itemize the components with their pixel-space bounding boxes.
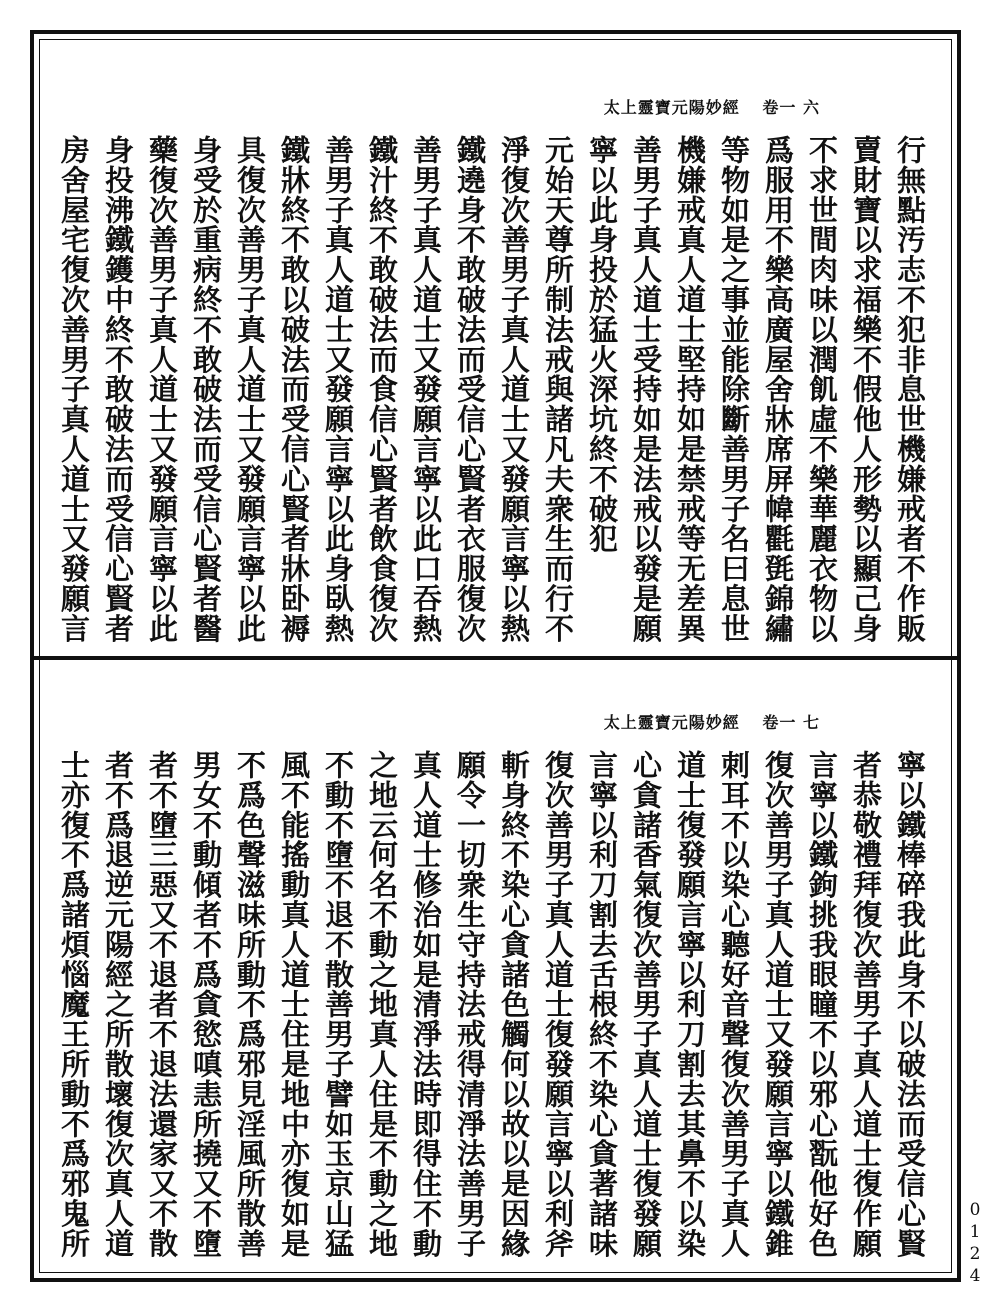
folio-number: 七 bbox=[802, 713, 820, 732]
text-column: 風不能搖動真人道士住是地中亦復如是 bbox=[277, 750, 311, 1259]
text-column: 不爲色聲滋味所動不爲邪見淫風所散善 bbox=[233, 750, 267, 1259]
volume-label: 卷一 bbox=[762, 713, 797, 732]
text-column: 刺耳不以染心聽好音聲復次善男子真人 bbox=[717, 750, 751, 1259]
text-column: 者不爲退逆元陽經之所散壞復次真人道 bbox=[101, 750, 135, 1259]
text-column: 復次善男子真人道士又發願言寧以鐵錐 bbox=[761, 750, 795, 1259]
text-column: 鐵遶身不敢破法而受信心賢者衣服復次 bbox=[453, 135, 487, 644]
text-column: 爲服用不樂高廣屋舍牀席屏幃氍㲪錦繡 bbox=[761, 135, 795, 644]
text-column: 身投沸鐵鑊中終不敢破法而受信心賢者 bbox=[101, 135, 135, 644]
text-column: 元始天尊所制法戒與諸凡夫衆生而行不 bbox=[541, 135, 575, 644]
running-head bbox=[604, 710, 820, 733]
text-column: 賣財寶以求福樂不假他人形勢以顯己身 bbox=[849, 135, 883, 644]
running-head bbox=[604, 95, 820, 118]
text-column: 言寧以鐵鉤挑我眼瞳不以邪心翫他好色 bbox=[805, 750, 839, 1259]
sutra-title: 太上靈寶元陽妙經 bbox=[603, 713, 740, 732]
text-column: 寧以此身投於猛火深坑終不破犯 bbox=[585, 135, 619, 554]
text-column: 男女不動傾者不爲貪慾嗔恚所撓又不墮 bbox=[189, 750, 223, 1259]
text-column: 不動不墮不退不散善男子譬如玉京山猛 bbox=[321, 750, 355, 1259]
text-column: 者恭敬禮拜復次善男子真人道士復作願 bbox=[849, 750, 883, 1259]
folio-bottom bbox=[50, 710, 930, 1270]
text-column: 淨復次善男子真人道士又發願言寧以熱 bbox=[497, 135, 531, 644]
text-column: 鐵汁終不敢破法而食信心賢者飲食復次 bbox=[365, 135, 399, 644]
folio-top bbox=[50, 95, 930, 644]
text-column: 士亦復不爲諸煩惱魔王所動不爲邪鬼所 bbox=[57, 750, 91, 1259]
text-column: 等物如是之事並能除斷善男子名曰息世 bbox=[717, 135, 751, 644]
folio-number: 六 bbox=[802, 98, 820, 117]
volume-label: 卷一 bbox=[762, 98, 797, 117]
text-column: 願令一切衆生守持法戒得清淨法善男子 bbox=[453, 750, 487, 1259]
text-column: 言寧以利刀割去舌根終不染心貪著諸味 bbox=[585, 750, 619, 1259]
text-column: 斬身終不染心貪諸色觸何以故以是因緣 bbox=[497, 750, 531, 1259]
text-columns bbox=[50, 135, 930, 644]
text-column: 心貪諸香氣復次善男子真人道士復發願 bbox=[629, 750, 663, 1259]
text-column: 鐵牀終不敢以破法而受信心賢者牀卧褥 bbox=[277, 135, 311, 644]
text-column: 寧以鐵棒碎我此身不以破法而受信心賢 bbox=[893, 750, 927, 1259]
text-columns bbox=[50, 750, 930, 1270]
side-page-number: 0124 bbox=[965, 1200, 985, 1288]
text-column: 之地云何名不動之地真人住是不動之地 bbox=[365, 750, 399, 1259]
text-column: 藥復次善男子真人道士又發願言寧以此 bbox=[145, 135, 179, 644]
sutra-title: 太上靈寶元陽妙經 bbox=[603, 98, 740, 117]
text-column: 不求世間肉味以潤飢虛不樂華麗衣物以 bbox=[805, 135, 839, 644]
text-column: 真人道士修治如是清淨法時即得住不動 bbox=[409, 750, 443, 1259]
text-column: 善男子真人道士又發願言寧以此身臥熱 bbox=[321, 135, 355, 644]
text-column: 身受於重病終不敢破法而受信心賢者醫 bbox=[189, 135, 223, 644]
text-column: 復次善男子真人道士復發願言寧以利斧 bbox=[541, 750, 575, 1259]
text-column: 道士復發願言寧以利刀割去其鼻不以染 bbox=[673, 750, 707, 1259]
text-column: 善男子真人道士受持如是法戒以發是願 bbox=[629, 135, 663, 644]
folio-divider bbox=[30, 656, 961, 660]
text-column: 善男子真人道士又發願言寧以此口吞熱 bbox=[409, 135, 443, 644]
text-column: 者不墮三惡又不退者不退法還家又不散 bbox=[145, 750, 179, 1259]
text-column: 行無點汚志不犯非息世機嫌戒者不作販 bbox=[893, 135, 927, 644]
text-column: 具復次善男子真人道士又發願言寧以此 bbox=[233, 135, 267, 644]
text-column: 房舍屋宅復次善男子真人道士又發願言 bbox=[57, 135, 91, 644]
text-column: 機嫌戒真人道士堅持如是禁戒等无差異 bbox=[673, 135, 707, 644]
